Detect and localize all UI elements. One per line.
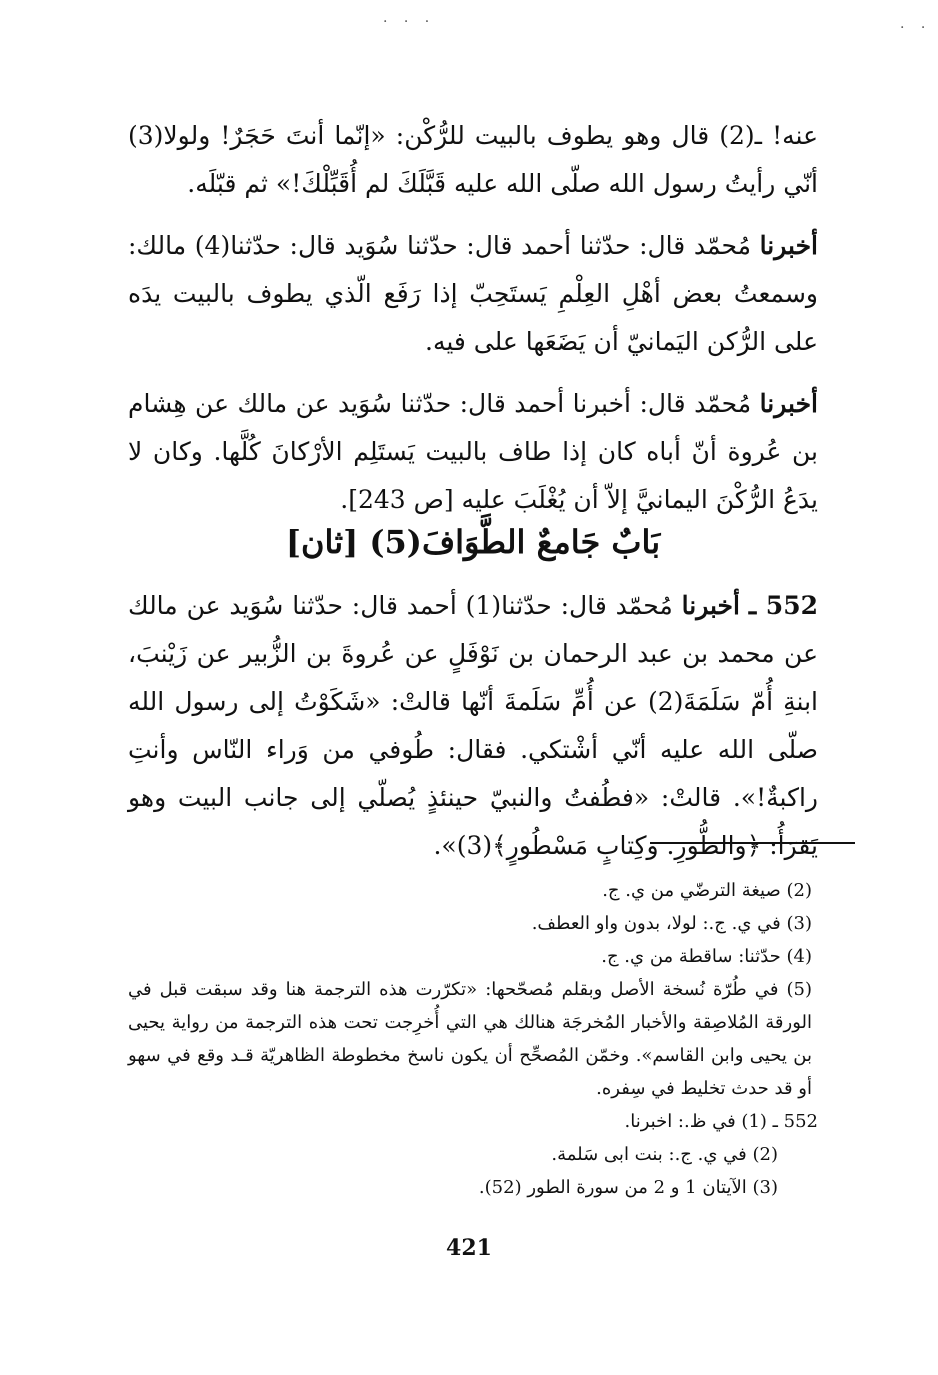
paragraph-3-text: مُحمّد قال: أخبرنا أحمد قال: حدّثنا سُوَيد عن مالك عن هِشام بن عُروة أنّ أباه كان إذا طاف بالبيت يَستَلِم الأرْكانَ كُلَّها. وكان لا يدَعُ الرُّكْنَ اليمانيَّ إلاّ أن يُغْلَبَ عليه [ص 243]. bbox=[128, 389, 818, 514]
paragraph-1-text: عنه! ـ(2) قال وهو يطوف بالبيت للرُّكْن: «إنّما أنتَ حَجَرٌ! ولولا(3) أنّي رأيتُ رسول الله صلّى الله عليه قَبَّلَكَ لم أُقَبِّلْكَ!» ثم قبّلَه. bbox=[128, 121, 818, 198]
section-number: 552 ـ bbox=[748, 591, 818, 620]
main-text-section bbox=[128, 582, 818, 870]
footnote-item: (2) صيغة الترضّي من ي. ج. bbox=[602, 880, 812, 901]
section-552 bbox=[128, 582, 818, 870]
paragraph-1 bbox=[128, 112, 818, 208]
footnote-divider bbox=[650, 842, 855, 844]
paragraph-2-lead: أخبرنا bbox=[759, 231, 818, 260]
section-text: مُحمّد قال: حدّثنا(1) أحمد قال: حدّثنا سُوَيد عن مالك عن محمد بن عبد الرحمان بن نَوْفَلٍ عن عُروةَ بن الزُّبير عن زَيْنبَ، ابنةِ أُمّ سَلَمَةَ(2) عن أُمِّ سَلَمةَ أنّها قالتْ: «شَكَوْتُ إلى رسول الله صلّى الله عليه أنّي أشْتكي. فقال: طُوفي من وَراء النّاس وأنتِ راكبةٌ!». قالتْ: «فطُفتُ والنبيّ حينئذٍ يُصلّي إلى جانب البيت وهو يَقرَأُ: ﴿والطُّورِ. وكِتابٍ مَسْطُورٍ﴾(3)». bbox=[128, 591, 818, 860]
footnotes bbox=[128, 874, 818, 1204]
scan-specks-top: · · · bbox=[383, 14, 436, 30]
footnote-item: (2) في ي. ج.: بنت ابى سَلمة. bbox=[551, 1144, 778, 1165]
main-text-top bbox=[128, 112, 818, 524]
footnote-item: (5) في طُرّة نُسخة الأصل وبقلم مُصحّحها: «تكرّرت هذه الترجمة هنا وقد سبقت قبل في الورقة المُلاصِقة والأخبار المُخرجَة هنالك هي التي أُخرِجت تحت هذه الترجمة من رواية يحيى بن يحيى وابن القاسم». وخمّن المُصحِّح أن يكون ناسخ مخطوطة الظاهريّة قـد وقع في سهو أو قد حدث تخليط في سِفره. bbox=[128, 979, 812, 1099]
footnote-item: 552 ـ (1) في ظ.: اخبرنا. bbox=[624, 1111, 818, 1132]
scan-specks-corner: · · bbox=[900, 20, 932, 36]
paragraph-3 bbox=[128, 380, 818, 524]
paragraph-2-text: مُحمّد قال: حدّثنا أحمد قال: حدّثنا سُوَيد قال: حدّثنا(4) مالك: وسمعتُ بعض أهْلِ العِلْمِ يَستَحِبّ إذا رَفَع الّذي يطوف بالبيت يدَه على الرُّكن اليَمانيّ أن يَضَعَها على فيه. bbox=[128, 231, 818, 356]
footnote-item: (3) في ي. ج.: لولا، بدون واو العطف. bbox=[531, 913, 812, 934]
footnote-item: (4) حدّثنا: ساقطة من ي. ج. bbox=[601, 946, 812, 967]
footnote-item: (3) الآيتان 1 و 2 من سورة الطور (52). bbox=[478, 1177, 778, 1198]
section-lead: أخبرنا bbox=[681, 591, 740, 620]
chapter-heading: بَابٌ جَامعٌ الطَّوَافَ(5) [ثان] bbox=[285, 523, 661, 561]
paragraph-2 bbox=[128, 222, 818, 366]
page-number: 421 bbox=[446, 1235, 492, 1261]
paragraph-3-lead: أخبرنا bbox=[759, 389, 818, 418]
